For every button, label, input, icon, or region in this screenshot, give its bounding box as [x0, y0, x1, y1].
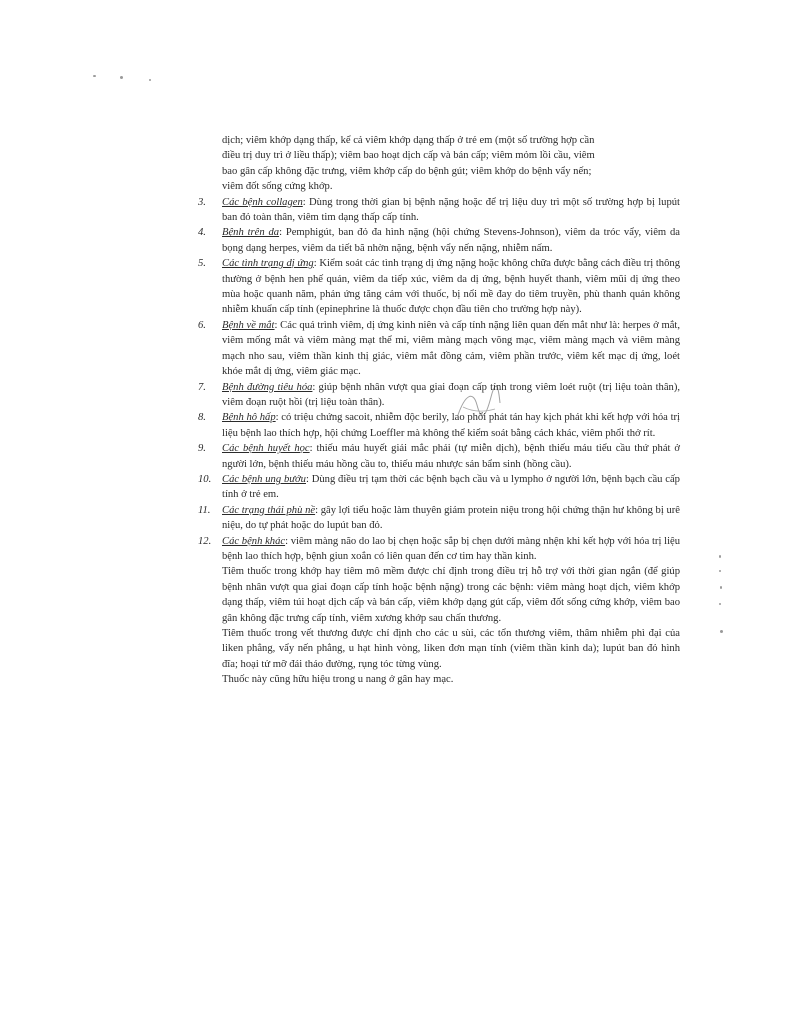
item-text: : Dùng điều trị tạm thời các bệnh bạch cầu và u lympho ở người lớn, bệnh bạch cầu cấp tính ở trẻ em. — [222, 473, 680, 501]
paragraph-ganglion: Thuốc này cũng hữu hiệu trong u nang ở gân hay mạc. — [222, 674, 454, 686]
text-line: điều trị duy trì ở liều thấp); viêm bao hoạt dịch cấp và bán cấp; viêm mỏm lồi cầu, viêm — [222, 150, 595, 162]
scan-speck — [719, 555, 721, 558]
item-text: : giúp bệnh nhân vượt qua giai đoạn cấp tính trong viêm loét ruột (trị liệu toàn thân), viêm đoạn ruột hồi (trị liệu toàn thân). — [222, 381, 680, 408]
item-number: 3. — [198, 196, 206, 208]
item-text: : Dùng trong thời gian bị bệnh nặng hoặc để trị liệu duy trì một số trường hợp bị lupút ban đỏ toàn thân, viêm tim dạng thấp cấp tính. — [222, 196, 680, 224]
item-number: 9. — [198, 443, 206, 455]
item-text: : Pemphigút, ban đỏ đa hình nặng (hội chứng Stevens-Johnson), viêm da tróc vẩy, viêm da bọng dạng herpes, viêm da tiết bã nhờn nặng, bệnh vẩy nến nặng, nhiễm nấm. — [222, 227, 680, 254]
item-body — [222, 503, 680, 534]
scan-speck — [93, 75, 96, 77]
item-heading: Các bệnh collagen — [222, 196, 303, 208]
item-body — [222, 380, 680, 411]
item-body — [222, 195, 680, 226]
list-item-3 — [198, 195, 680, 226]
item-heading: Các bệnh ung bướu — [222, 473, 306, 485]
paragraph-injection-joint: Tiêm thuốc trong khớp hay tiêm mô mềm được chỉ định trong điều trị hỗ trợ với thời gian ngắn (để giúp bệnh nhân vượt qua giai đoạn cấp tính hoặc bệnh nặng) trong các bệnh: viêm màng hoạt dịch, viêm khớp dạng thấp, viêm túi hoạt dịch cấp và bán cấp, viêm khớp dạng gút cấp, viêm đốt sống cứng khớp, viêm bao gân không đặc trưng cấp tính, viêm xương khớp sau chấn thương. — [222, 566, 680, 624]
list-item-11 — [198, 503, 680, 534]
text-line: bao gân cấp không đặc trưng, viêm khớp cấp do bệnh gút; viêm khớp do bệnh vẩy nến; — [222, 165, 592, 177]
item-heading: Các trạng thái phù nề — [222, 504, 316, 516]
scan-speck — [719, 570, 721, 572]
item-number: 6. — [198, 319, 206, 331]
list-item-9 — [198, 441, 680, 472]
item-text: : có triệu chứng sacoit, nhiễm độc berily, lao phổi phát tán hay kịch phát khi kết hợp với hóa trị liệu bệnh lao thích hợp, hội chứng Loeffler mà không thể kiểm soát bằng cách khác, viêm phổi thở rít. — [222, 412, 680, 439]
item-number: 10. — [198, 473, 212, 485]
scan-speck — [120, 76, 123, 79]
item-body — [222, 534, 680, 565]
item-number: 4. — [198, 227, 206, 239]
list-item-5 — [198, 256, 680, 318]
scan-speck — [149, 79, 151, 81]
item-text: : Các quá trình viêm, dị ứng kinh niên và cấp tính nặng liên quan đến mắt như là: herpes ở mắt, viêm mống mắt và viêm màng mạt thể mi, viêm màng mạch võng mạc, viêm màng mạch và viêm màng mạch nho sau, viêm thần kinh thị giác, viêm mắt đồng cảm, viêm phần trước, viêm kết mạc dị ứng, loét khóe mắt dị ứng, viêm giác mạc. — [222, 319, 680, 378]
list-item-7 — [198, 380, 680, 411]
item-heading: Bệnh trên da — [222, 227, 280, 239]
item-heading: Các tình trạng dị ứng — [222, 258, 314, 270]
document-body — [198, 133, 680, 688]
item-heading: Bệnh đường tiêu hóa — [222, 381, 313, 393]
item-heading: Bệnh hô hấp — [222, 412, 276, 424]
item-number: 7. — [198, 381, 206, 393]
item-number: 11. — [198, 504, 211, 516]
item-heading: Các bệnh khác — [222, 535, 286, 547]
list-item-8 — [198, 410, 680, 441]
text-line: dịch; viêm khớp dạng thấp, kể cả viêm khớp dạng thấp ở trẻ em (một số trường hợp cần — [222, 135, 595, 146]
item-body — [222, 318, 680, 380]
list-item-4 — [198, 225, 680, 256]
item-heading: Bệnh về mắt — [222, 319, 275, 331]
item-body — [222, 472, 680, 503]
text-line: viêm đốt sống cứng khớp. — [222, 181, 333, 193]
scan-speck — [719, 603, 721, 605]
paragraph-injection-lesion: Tiêm thuốc trong vết thương được chỉ định cho các u sùi, các tổn thương viêm, thâm nhiễm phì đại của liken phẳng, vẩy nến phẳng, u hạt hình vòng, liken đơn mạn tính (viêm thần kinh da); lupút ban đỏ hình đĩa; hoại tử mỡ đái tháo đường, rụng tóc từng vùng. — [222, 628, 680, 670]
item-number: 12. — [198, 535, 212, 547]
item-body — [222, 225, 680, 256]
list-item-6 — [198, 318, 680, 380]
scan-speck — [720, 630, 723, 633]
item-text: : thiếu máu huyết giải mắc phải (tự miễn dịch), bệnh thiếu máu tiểu cầu thứ phát ở người lớn, bệnh thiếu máu hồng cầu to, thiếu máu nhược sản bẩm sinh (hồng cầu). — [222, 443, 680, 470]
list-item-10 — [198, 472, 680, 503]
item-body — [222, 441, 680, 472]
intro-continuation — [198, 133, 680, 195]
item-text: : viêm màng não do lao bị chẹn hoặc sắp bị chẹn dưới màng nhện khi kết hợp với hóa trị liệu bệnh lao thích hợp, bệnh giun xoắn có liên quan đến cơ tim hay thần kinh. — [222, 535, 681, 562]
scan-speck — [720, 586, 722, 589]
item-text: : gây lợi tiểu hoặc làm thuyên giảm protein niệu trong hội chứng thận hư không bị urê niệu, do tự phát hoặc do lupút ban đỏ. — [222, 504, 680, 532]
item-number: 5. — [198, 258, 206, 270]
item-body — [222, 410, 680, 441]
list-item-12 — [198, 534, 680, 565]
item-number: 8. — [198, 412, 206, 424]
item-text: : Kiểm soát các tình trạng dị ứng nặng hoặc không chữa được bằng cách điều trị thông thường ở bệnh hen phế quản, viêm da tiếp xúc, viêm da dị ứng, bệnh huyết thanh, viêm mũi dị ứng theo mùa hoặc quanh năm, phản ứng tăng cảm với thuốc, bị nổi mề đay do tiêm truyền, phù thanh quản không nhiễm khuẩn cấp tính (epinephrine là thuốc được chọn đầu tiên cho trường hợp này). — [222, 258, 680, 316]
item-heading: Các bệnh huyết học — [222, 443, 310, 455]
item-body — [222, 256, 680, 318]
